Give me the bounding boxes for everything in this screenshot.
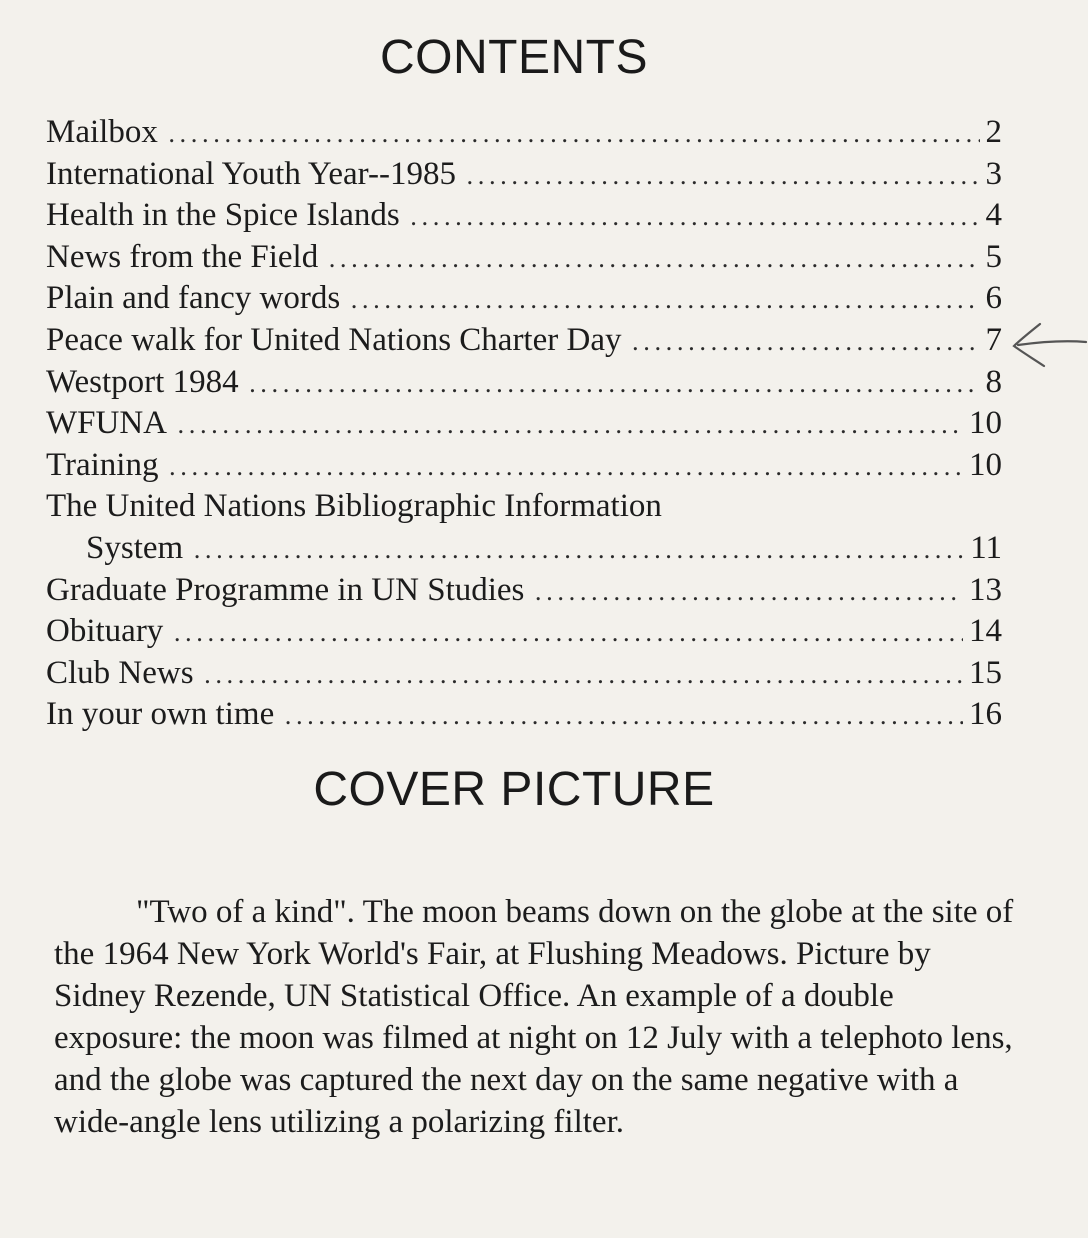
toc-entry-title: News from the Field — [46, 238, 319, 275]
dot-leader — [193, 530, 964, 572]
toc-entry-page: 16 — [969, 696, 1002, 733]
dot-leader — [168, 114, 980, 156]
toc-entry — [46, 362, 1002, 404]
toc-entry — [46, 154, 1002, 196]
toc-entry-page: 10 — [969, 405, 1002, 442]
dot-leader — [631, 322, 979, 364]
toc-entry — [46, 694, 1002, 736]
contents-heading: CONTENTS — [380, 31, 648, 84]
dot-leader — [534, 572, 963, 614]
dot-leader — [284, 696, 963, 738]
toc-entry-page: 14 — [969, 613, 1002, 650]
toc-entry-title: Training — [46, 446, 159, 483]
toc-entry-first-line — [46, 486, 1002, 528]
toc-entry — [46, 278, 1002, 320]
toc-entry-title: Peace walk for United Nations Charter Day — [46, 321, 622, 358]
toc-entry-page: 11 — [970, 529, 1002, 566]
dot-leader — [350, 280, 979, 322]
toc-entry — [46, 653, 1002, 695]
table-of-contents — [46, 112, 1002, 736]
toc-entry-page: 5 — [985, 238, 1002, 275]
cover-picture-heading: COVER PICTURE — [313, 763, 715, 816]
handwritten-arrow-icon — [1010, 318, 1088, 370]
toc-entry — [46, 320, 1002, 362]
toc-entry — [46, 570, 1002, 612]
toc-entry-title: Plain and fancy words — [46, 280, 341, 317]
toc-entry-title: Club News — [46, 654, 194, 691]
toc-entry-page: 13 — [969, 571, 1002, 608]
dot-leader — [328, 239, 979, 281]
toc-entry — [46, 403, 1002, 445]
toc-entry-page: 15 — [969, 654, 1002, 691]
toc-entry-page: 3 — [985, 155, 1002, 192]
toc-entry — [46, 237, 1002, 279]
toc-entry-title: System — [86, 529, 184, 566]
dot-leader — [173, 613, 963, 655]
dot-leader — [168, 447, 963, 489]
toc-entry-title: International Youth Year--1985 — [46, 155, 456, 192]
toc-entry-title: The United Nations Bibliographic Information — [46, 488, 662, 525]
toc-entry-page: 7 — [985, 321, 1002, 358]
toc-entry — [46, 611, 1002, 653]
toc-entry-title: Health in the Spice Islands — [46, 197, 400, 234]
dot-leader — [410, 197, 980, 239]
cover-caption — [54, 891, 1024, 1143]
toc-entry-title: In your own time — [46, 696, 275, 733]
dot-leader — [204, 655, 963, 697]
toc-entry-title: WFUNA — [46, 405, 167, 442]
dot-leader — [249, 364, 980, 406]
toc-entry-page: 4 — [985, 197, 1002, 234]
toc-entry — [46, 445, 1002, 487]
toc-entry-page: 10 — [969, 446, 1002, 483]
toc-entry — [46, 195, 1002, 237]
toc-entry-title: Westport 1984 — [46, 363, 239, 400]
cover-caption-text: "Two of a kind". The moon beams down on the globe at the site of the 1964 New York World's Fair, at Flushing Meadows. Picture by Sidney Rezende, UN Statistical Office. An example of a double exposure: the moon was filmed at night on 12 July with a telephoto lens, and the globe was captured the next day on the same negative with a wide-angle lens utilizing a polarizing filter. — [54, 894, 1014, 1140]
toc-entry — [46, 112, 1002, 154]
toc-entry-title: Mailbox — [46, 114, 158, 150]
toc-entry-continuation — [46, 528, 1002, 570]
toc-entry-page: 2 — [985, 114, 1002, 150]
toc-entry-page: 6 — [985, 280, 1002, 317]
toc-entry-title: Obituary — [46, 613, 164, 650]
dot-leader — [177, 405, 963, 447]
toc-entry-page: 8 — [985, 363, 1002, 400]
toc-entry-title: Graduate Programme in UN Studies — [46, 571, 525, 608]
dot-leader — [466, 156, 980, 198]
